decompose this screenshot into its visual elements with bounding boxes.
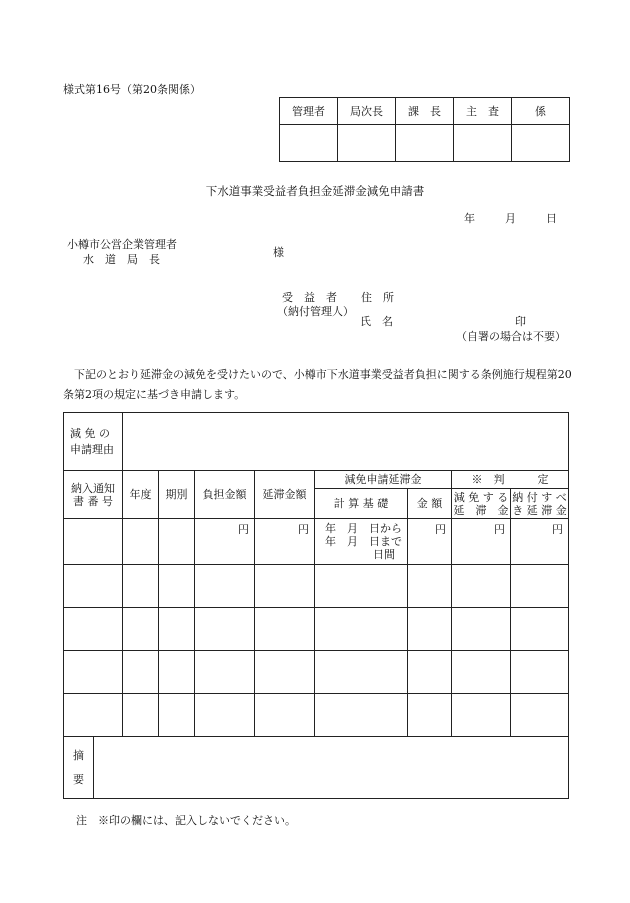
amount-cell[interactable] [408, 565, 452, 608]
reduction-late-fee-cell[interactable] [452, 565, 511, 608]
date-year: 年 [464, 212, 475, 225]
amount-cell[interactable]: 円 [408, 519, 452, 565]
burden-amount-cell[interactable] [195, 608, 255, 651]
approval-stamp-box[interactable] [454, 125, 512, 162]
late-fee-amount-cell[interactable] [255, 651, 315, 694]
fiscal-year-cell[interactable] [123, 608, 159, 651]
payable-late-fee-cell[interactable]: 円 [511, 519, 569, 565]
beneficiary-label: 受 益 者 [282, 291, 337, 304]
addressee-honorific: 様 [273, 246, 284, 259]
late-fee-amount-cell[interactable]: 円 [255, 519, 315, 565]
fiscal-year-cell[interactable] [123, 651, 159, 694]
notice-number-cell[interactable] [64, 694, 123, 737]
amount-cell[interactable] [408, 694, 452, 737]
table-row [64, 651, 569, 694]
judgment-header: ※ 判 定 [452, 471, 569, 489]
approval-stamp-box[interactable] [396, 125, 454, 162]
fiscal-year-header: 年度 [123, 471, 159, 519]
name-label: 氏 名 [360, 315, 393, 328]
application-table [63, 412, 569, 799]
reason-label: 減 免 の 申請理由 [64, 413, 123, 471]
footnote: 注 ※印の欄には、記入しないでください。 [76, 814, 296, 827]
payable-late-fee-cell[interactable] [511, 651, 569, 694]
calc-basis-cell[interactable] [315, 608, 408, 651]
addressee-line1: 小樽市公営企業管理者 [67, 238, 177, 251]
reduction-group-header: 減免申請延滞金 [315, 471, 452, 489]
burden-amount-cell[interactable] [195, 651, 255, 694]
burden-amount-cell[interactable] [195, 694, 255, 737]
table-row [64, 565, 569, 608]
remarks-field[interactable] [94, 737, 569, 799]
remarks-label: 摘 要 [64, 737, 94, 799]
notice-number-cell[interactable] [64, 519, 123, 565]
reduction-late-fee-header: 減 免 す る 延 滞 金 [453, 490, 509, 517]
fiscal-year-cell[interactable] [123, 565, 159, 608]
payable-late-fee-cell[interactable] [511, 694, 569, 737]
date-line [464, 210, 557, 226]
approval-header-inspector: 主 査 [454, 98, 512, 125]
form-number: 様式第16号（第20条関係） [63, 83, 201, 96]
self-signature-note: （自署の場合は不要） [456, 330, 566, 343]
period-cell[interactable] [159, 565, 195, 608]
seal-mark: 印 [515, 315, 526, 328]
notice-number-header: 納入通知 書 番 号 [64, 471, 123, 519]
period-cell[interactable] [159, 694, 195, 737]
approval-header-deputy: 局次長 [338, 98, 396, 125]
approval-stamp-table [279, 97, 570, 162]
table-row [64, 519, 569, 565]
table-row [64, 694, 569, 737]
period-cell[interactable] [159, 651, 195, 694]
late-fee-amount-cell[interactable] [255, 608, 315, 651]
late-fee-amount-header: 延滞金額 [255, 471, 315, 519]
approval-stamp-box[interactable] [512, 125, 570, 162]
date-month: 月 [505, 212, 516, 225]
amount-header: 金 額 [408, 489, 452, 519]
late-fee-amount-cell[interactable] [255, 565, 315, 608]
late-fee-amount-cell[interactable] [255, 694, 315, 737]
addressee-line2: 水 道 局 長 [83, 253, 160, 266]
fiscal-year-cell[interactable] [123, 519, 159, 565]
reduction-late-fee-cell[interactable] [452, 694, 511, 737]
date-day: 日 [546, 212, 557, 225]
period-header: 期別 [159, 471, 195, 519]
calc-basis-cell[interactable] [315, 565, 408, 608]
approval-stamp-box[interactable] [280, 125, 338, 162]
approval-header-manager: 管理者 [280, 98, 338, 125]
reduction-late-fee-cell[interactable] [452, 608, 511, 651]
calc-basis-cell[interactable] [315, 694, 408, 737]
calc-basis-header: 計 算 基 礎 [315, 489, 408, 519]
approval-stamp-box[interactable] [338, 125, 396, 162]
amount-cell[interactable] [408, 608, 452, 651]
table-row [64, 608, 569, 651]
reduction-late-fee-cell[interactable] [452, 651, 511, 694]
reduction-late-fee-cell[interactable]: 円 [452, 519, 511, 565]
notice-number-cell[interactable] [64, 565, 123, 608]
calc-basis-cell[interactable]: 年 月 日から 年 月 日まで 日間 [315, 519, 408, 565]
notice-number-cell[interactable] [64, 651, 123, 694]
amount-cell[interactable] [408, 651, 452, 694]
burden-amount-cell[interactable] [195, 565, 255, 608]
reason-field[interactable] [123, 413, 569, 471]
burden-amount-cell[interactable]: 円 [195, 519, 255, 565]
fiscal-year-cell[interactable] [123, 694, 159, 737]
burden-amount-header: 負担金額 [195, 471, 255, 519]
approval-header-staff: 係 [512, 98, 570, 125]
calc-basis-cell[interactable] [315, 651, 408, 694]
payable-late-fee-cell[interactable] [511, 608, 569, 651]
document-title: 下水道事業受益者負担金延滞金減免申請書 [205, 184, 425, 198]
notice-number-cell[interactable] [64, 608, 123, 651]
approval-header-section-chief: 課 長 [396, 98, 454, 125]
period-cell[interactable] [159, 519, 195, 565]
intro-paragraph: 下記のとおり延滞金の減免を受けたいので、小樽市下水道事業受益者負担に関する条例施行規程第20条第2項の規定に基づき申請します。 [63, 368, 572, 401]
address-label: 住 所 [361, 291, 394, 304]
payable-late-fee-header: 納 付 す べ き 延 滞 金 [512, 490, 567, 517]
period-cell[interactable] [159, 608, 195, 651]
payment-manager-label: （納付管理人） [277, 305, 354, 318]
payable-late-fee-cell[interactable] [511, 565, 569, 608]
